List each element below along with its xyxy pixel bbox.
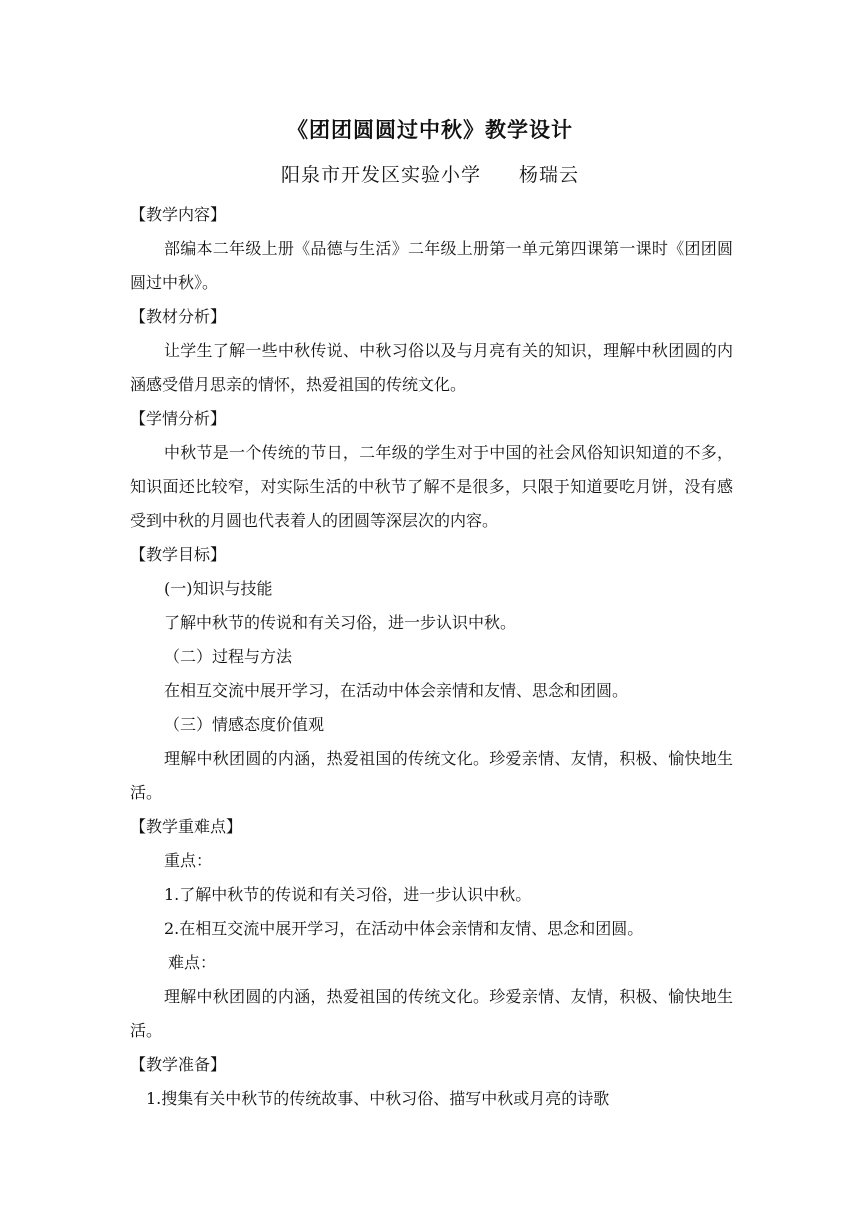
section-heading-keypoints: 【教学重难点】: [130, 817, 243, 836]
prep-item-1: 1.搜集有关中秋节的传统故事、中秋习俗、描写中秋或月亮的诗歌: [146, 1089, 610, 1108]
goal-3-text: 理解中秋团圆的内涵，热爱祖国的传统文化。珍爱亲情、友情，积极、愉快地生活。: [130, 749, 733, 802]
section-heading-material: 【教材分析】: [130, 307, 227, 326]
section-text-material: 让学生了解一些中秋传说、中秋习俗以及与月亮有关的知识，理解中秋团圆的内涵感受借月思亲的情怀，热爱祖国的传统文化。: [130, 341, 733, 394]
section-heading-content: 【教学内容】: [130, 205, 227, 224]
document-body: [130, 198, 733, 1116]
school-name: 阳泉市开发区实验小学: [280, 164, 481, 186]
key-point-1: 1.了解中秋节的传说和有关习俗，进一步认识中秋。: [164, 885, 532, 904]
goal-2-title: （二）过程与方法: [164, 647, 293, 666]
key-point-2: 2.在相互交流中展开学习，在活动中体会亲情和友情、思念和团圆。: [164, 919, 644, 938]
difficult-point-text: 理解中秋团圆的内涵，热爱祖国的传统文化。珍爱亲情、友情，积极、愉快地生活。: [130, 987, 733, 1040]
goal-1-text: 了解中秋节的传说和有关习俗，进一步认识中秋。: [164, 613, 517, 632]
difficult-points-label: 难点：: [168, 953, 217, 972]
section-heading-goals: 【教学目标】: [130, 545, 227, 564]
section-heading-learners: 【学情分析】: [130, 409, 227, 428]
document-byline: [0, 160, 860, 187]
author-name: 杨瑞云: [519, 164, 580, 186]
section-text-content: 部编本二年级上册《品德与生活》二年级上册第一单元第四课第一课时《团团圆圆过中秋》。: [130, 239, 733, 292]
key-points-label: 重点：: [164, 851, 213, 870]
goal-1-title: (一)知识与技能: [164, 579, 273, 598]
document-title: 《团团圆圆过中秋》教学设计: [287, 118, 573, 142]
goal-3-title: （三）情感态度价值观: [164, 715, 325, 734]
goal-2-text: 在相互交流中展开学习，在活动中体会亲情和友情、思念和团圆。: [164, 681, 629, 700]
section-heading-prep: 【教学准备】: [130, 1055, 227, 1074]
section-text-learners: 中秋节是一个传统的节日，二年级的学生对于中国的社会风俗知识知道的不多，知识面还比较窄，对实际生活的中秋节了解不是很多，只限于知道要吃月饼，没有感受到中秋的月圆也代表着人的团圆等深层次的内容。: [130, 443, 733, 530]
